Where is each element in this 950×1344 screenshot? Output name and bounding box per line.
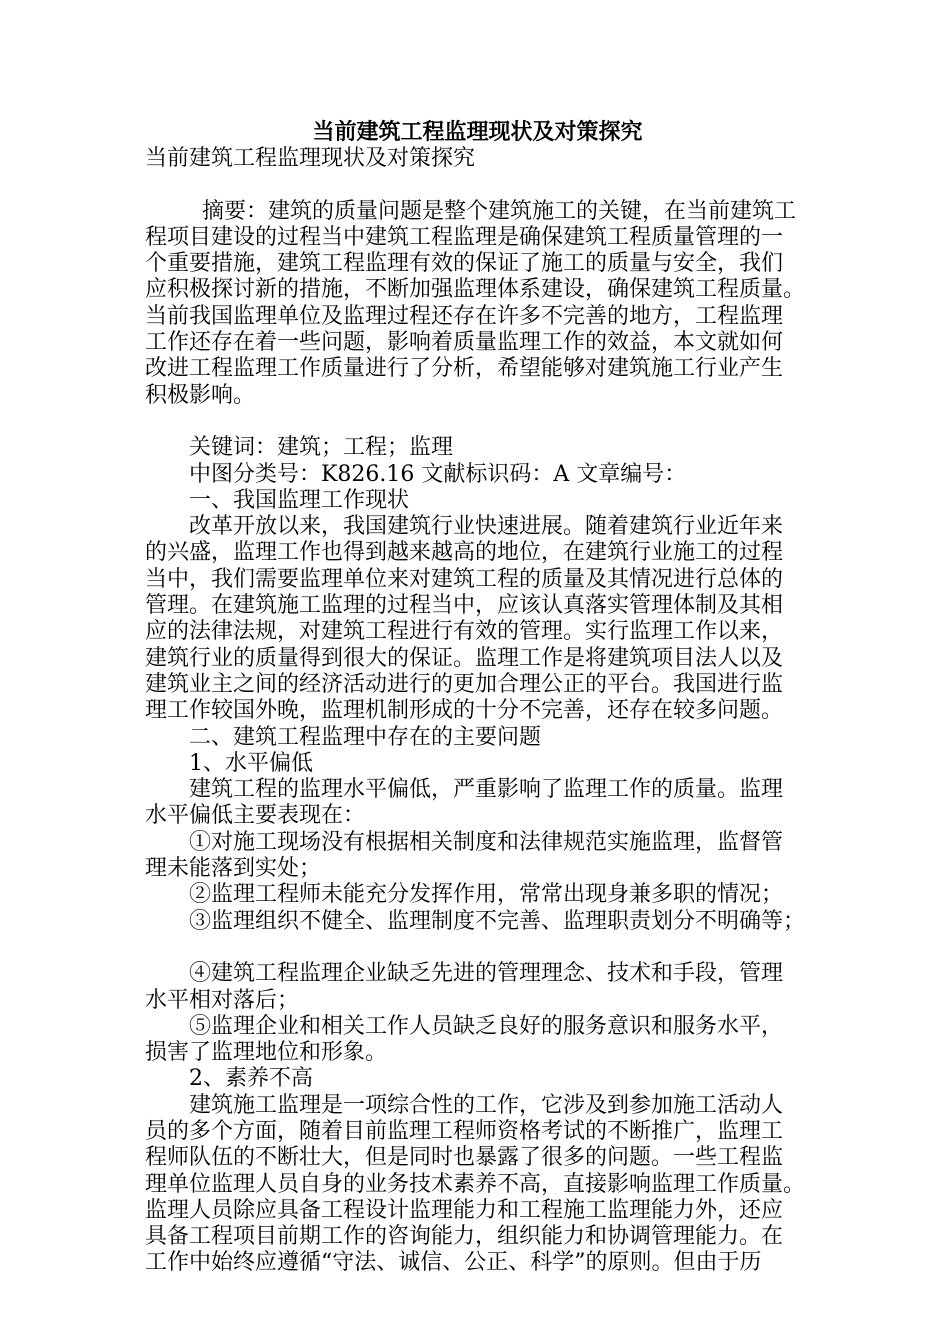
paragraph-line: 监理人员除应具备工程设计监理能力和工程施工监理能力外，还应 [145,1197,784,1223]
classification: 中图分类号：K826.16 文献标识码：A 文章编号： [189,461,687,487]
paragraph-line: 员的多个方面，随着目前监理工程师资格考试的不断推广，监理工 [145,1118,784,1144]
document-subtitle: 当前建筑工程监理现状及对策探究 [145,146,476,171]
paragraph-line: 当中，我们需要监理单位来对建筑工程的质量及其情况进行总体的 [145,566,784,592]
abstract-line: 改进工程监理工作质量进行了分析，希望能够对建筑施工行业产生 [145,356,784,382]
section-1-body [145,514,810,724]
document-page [145,120,810,1277]
subsection-2-body [145,1093,810,1277]
paragraph-line: 建筑业主之间的经济活动进行的更加合理公正的平台。我国进行监 [145,671,784,697]
subsection-heading: 1、水平偏低 [189,750,313,776]
blank-line [145,935,810,961]
abstract-line: 积极影响。 [145,382,256,408]
abstract-line: 工作还存在着一些问题，影响着质量监理工作的效益，本文就如何 [145,330,784,356]
document-title: 当前建筑工程监理现状及对策探究 [312,120,643,145]
list-item: ④建筑工程监理企业缺乏先进的管理理念、技术和手段，管理 [189,961,784,987]
list-item: 理未能落到实处； [145,856,322,882]
paragraph-line: 应的法律法规，对建筑工程进行有效的管理。实行监理工作以来， [145,619,784,645]
paragraph-line: 水平偏低主要表现在： [145,803,366,829]
blank-line [145,409,810,435]
paragraph-line: 理单位监理人员自身的业务技术素养不高，直接影响监理工作质量。 [145,1171,806,1197]
list-item: ⑤监理企业和相关工作人员缺乏良好的服务意识和服务水平， [189,1013,784,1039]
list-item: ②监理工程师未能充分发挥作用，常常出现身兼多职的情况； [189,882,784,908]
blank-line [145,172,810,198]
abstract-line: 程项目建设的过程当中建筑工程监理是确保建筑工程质量管理的一 [145,224,784,250]
paragraph-line: 建筑施工监理是一项综合性的工作，它涉及到参加施工活动人 [189,1092,784,1118]
paragraph-line: 具备工程项目前期工作的咨询能力，组织能力和协调管理能力。在 [145,1224,784,1250]
subsection-heading: 2、素养不高 [189,1066,313,1092]
paragraph-line: 建筑工程的监理水平偏低，严重影响了监理工作的质量。监理 [189,777,784,803]
paragraph-line: 程师队伍的不断壮大，但是同时也暴露了很多的问题。一些工程监 [145,1145,784,1171]
list-item: ③监理组织不健全、监理制度不完善、监理职责划分不明确等； [189,908,806,934]
paragraph-line: 工作中始终应遵循“守法、诚信、公正、科学”的原则。但由于历 [145,1250,762,1276]
section-heading: 一、我国监理工作现状 [189,487,410,513]
paragraph-line: 管理。在建筑施工监理的过程当中，应该认真落实管理体制及其相 [145,593,784,619]
abstract-line: 摘要：建筑的质量问题是整个建筑施工的关键，在当前建筑工 [202,198,797,224]
list-item: 水平相对落后； [145,987,300,1013]
keywords: 关键词：建筑；工程；监理 [189,435,454,461]
abstract [145,199,810,409]
abstract-line: 个重要措施，建筑工程监理有效的保证了施工的质量与安全，我们 [145,251,784,277]
list-item: ①对施工现场没有根据相关制度和法律规范实施监理，监督管 [189,829,784,855]
paragraph-line: 理工作较国外晚，监理机制形成的十分不完善，还存在较多问题。 [145,698,784,724]
paragraph-line: 改革开放以来，我国建筑行业快速进展。随着建筑行业近年来 [189,514,784,540]
list-item: 损害了监理地位和形象。 [145,1040,388,1066]
paragraph-line: 建筑行业的质量得到很大的保证。监理工作是将建筑项目法人以及 [145,645,784,671]
paragraph-line: 的兴盛，监理工作也得到越来越高的地位，在建筑行业施工的过程 [145,540,784,566]
abstract-line: 应积极探讨新的措施，不断加强监理体系建设，确保建筑工程质量。 [145,277,806,303]
section-heading: 二、建筑工程监理中存在的主要问题 [189,724,542,750]
abstract-line: 当前我国监理单位及监理过程还存在许多不完善的地方，工程监理 [145,303,784,329]
